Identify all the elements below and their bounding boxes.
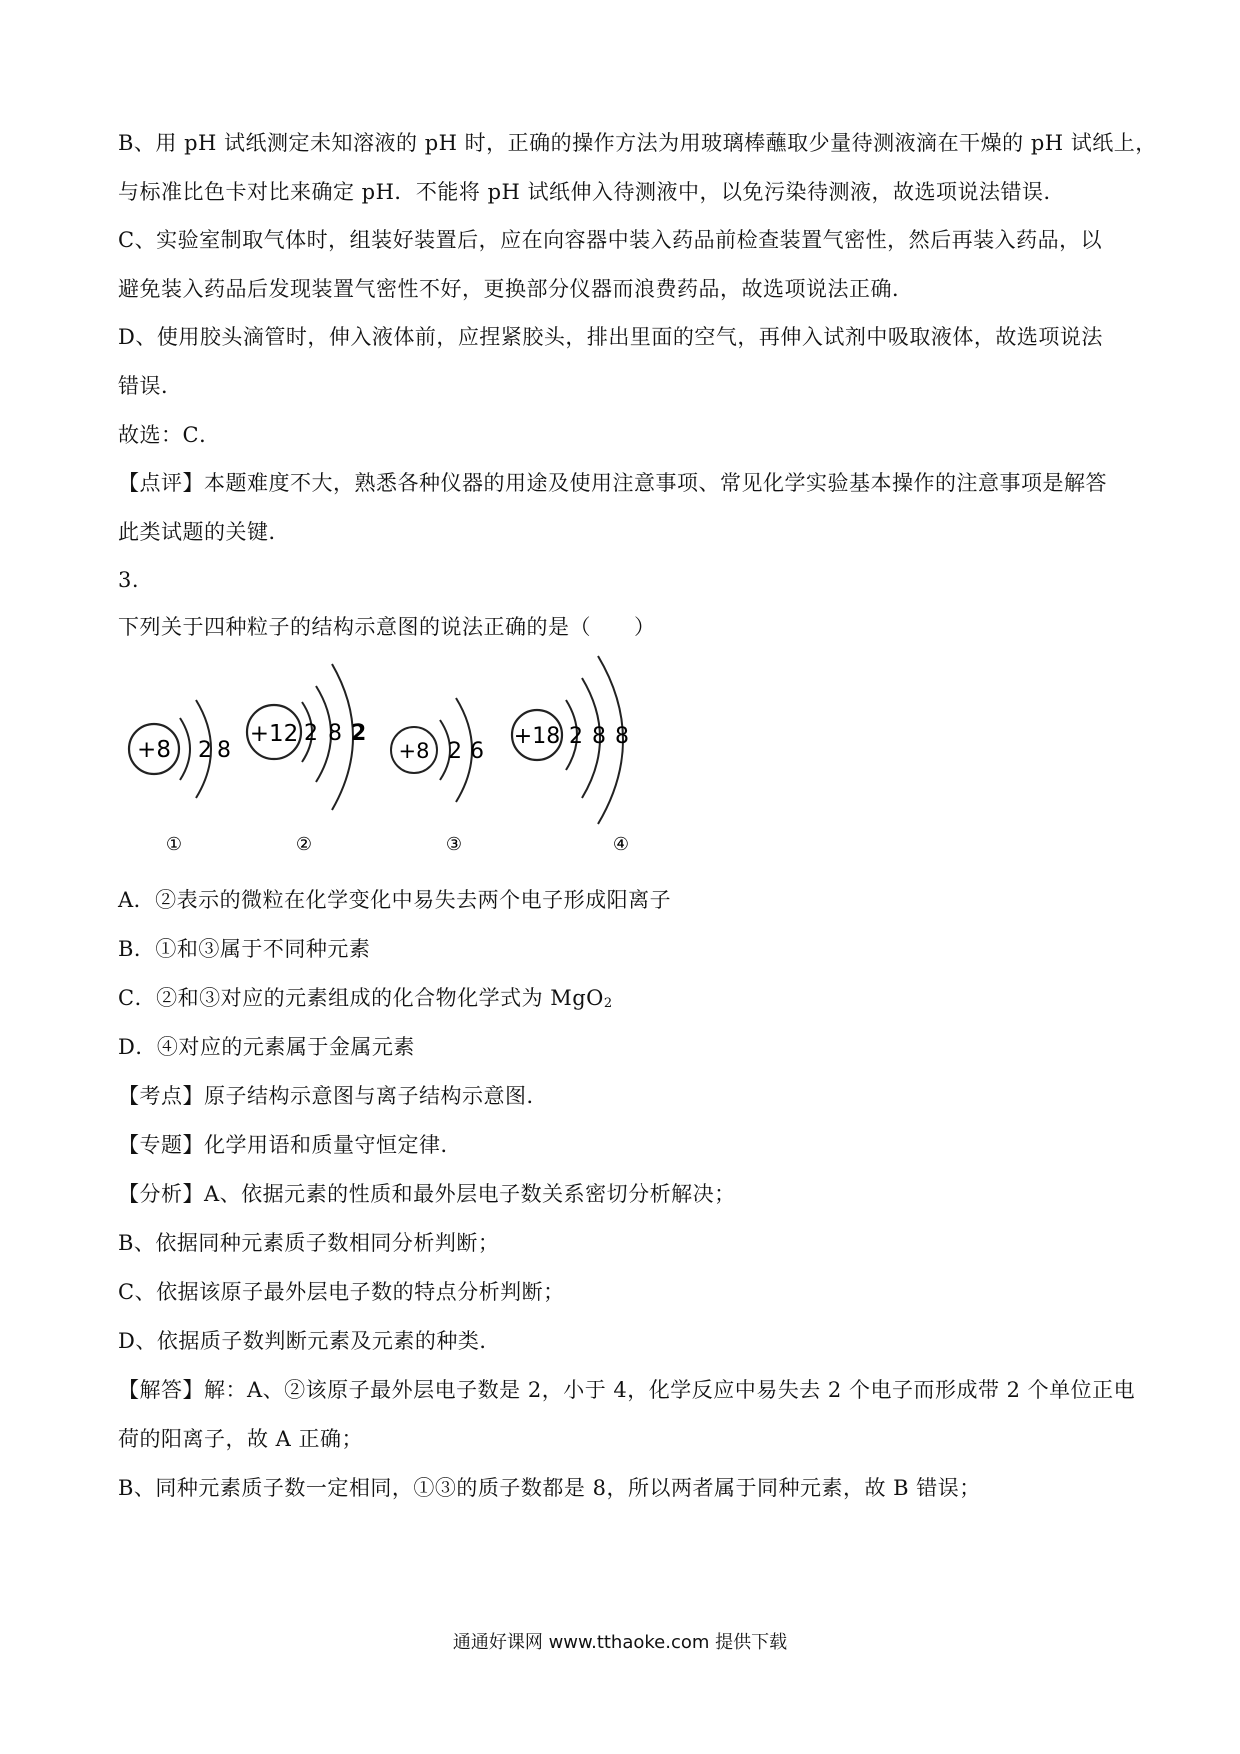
nucleus-charge: +8: [398, 739, 430, 763]
text-line: 避免装入药品后发现装置气密性不好，更换部分仪器而浪费药品，故选项说法正确．: [118, 277, 914, 301]
nucleus-charge: +12: [249, 721, 299, 747]
electron-count: 6: [470, 739, 484, 764]
particle-structure-diagram: [118, 650, 708, 860]
option-b: B．①和③属于不同种元素: [118, 937, 371, 961]
electron-count: 8: [615, 724, 629, 749]
particle-label: ②: [295, 834, 313, 855]
solution-line: B、同种元素质子数一定相同，①③的质子数都是 8，所以两者属于同种元素，故 B 错误；: [118, 1476, 981, 1500]
analysis-line: C、依据该原子最外层电子数的特点分析判断；: [118, 1280, 565, 1304]
option-a: A．②表示的微粒在化学变化中易失去两个电子形成阳离子: [118, 888, 672, 912]
electron-count: 2: [304, 721, 318, 746]
key-point: 【考点】原子结构示意图与离子结构示意图．: [118, 1084, 548, 1108]
question-number: 3.: [118, 568, 140, 592]
nucleus-charge: +18: [513, 724, 561, 749]
subscript: 2: [603, 996, 613, 1011]
comment-line: 【点评】本题难度不大，熟悉各种仪器的用途及使用注意事项、常见化学实验基本操作的注意事项是解答: [118, 471, 1107, 495]
electron-shell: [180, 718, 190, 780]
electron-count: 2: [351, 721, 367, 746]
analysis-line: D、依据质子数判断元素及元素的种类．: [118, 1329, 501, 1353]
page-footer: 通通好课网 www.tthaoke.com 提供下载: [452, 1632, 788, 1653]
analysis-line: B、依据同种元素质子数相同分析判断；: [118, 1231, 500, 1255]
text-line: 错误．: [118, 374, 183, 398]
electron-count: 8: [592, 724, 606, 749]
topic: 【专题】化学用语和质量守恒定律．: [118, 1133, 462, 1157]
particle-3: [391, 698, 484, 855]
answer-line: 故选：C．: [118, 423, 221, 447]
particle-4: [512, 656, 629, 855]
option-c-text: C．②和③对应的元素组成的化合物化学式为 MgO: [118, 986, 604, 1010]
text-line: B、用 pH 试纸测定未知溶液的 pH 时，正确的操作方法为用玻璃棒蘸取少量待测液滴在干燥的 pH 试纸上，: [118, 131, 1157, 155]
nucleus-charge: +8: [137, 737, 171, 763]
electron-count: 8: [217, 738, 231, 763]
question-stem: 下列关于四种粒子的结构示意图的说法正确的是（ ）: [118, 615, 656, 639]
electron-count: 2: [569, 724, 583, 749]
option-d: D．④对应的元素属于金属元素: [118, 1035, 415, 1059]
electron-count: 8: [328, 721, 342, 746]
solution-line: 【解答】解：A、②该原子最外层电子数是 2，小于 4，化学反应中易失去 2 个电子而形成带 2 个单位正电: [118, 1378, 1136, 1402]
particle-label: ④: [612, 834, 630, 855]
particle-label: ①: [165, 834, 183, 855]
electron-count: 2: [198, 738, 212, 763]
text-line: D、使用胶头滴管时，伸入液体前，应捏紧胶头，排出里面的空气，再伸入试剂中吸取液体，故选项说法: [118, 325, 1103, 349]
option-c: [118, 983, 613, 1019]
analysis-line: 【分析】A、依据元素的性质和最外层电子数关系密切分析解决；: [118, 1182, 736, 1206]
text-line: C、实验室制取气体时，组装好装置后，应在向容器中装入药品前检查装置气密性，然后再装入药品，以: [118, 228, 1103, 252]
particle-label: ③: [445, 834, 463, 855]
solution-line: 荷的阳离子，故 A 正确；: [118, 1427, 364, 1451]
comment-line: 此类试题的关键．: [118, 520, 290, 544]
electron-count: 2: [448, 739, 462, 764]
text-line: 与标准比色卡对比来确定 pH．不能将 pH 试纸伸入待测液中，以免污染待测液，故选项说法错误．: [118, 180, 1066, 204]
particle-1: [129, 700, 231, 855]
particle-2: [247, 664, 366, 855]
